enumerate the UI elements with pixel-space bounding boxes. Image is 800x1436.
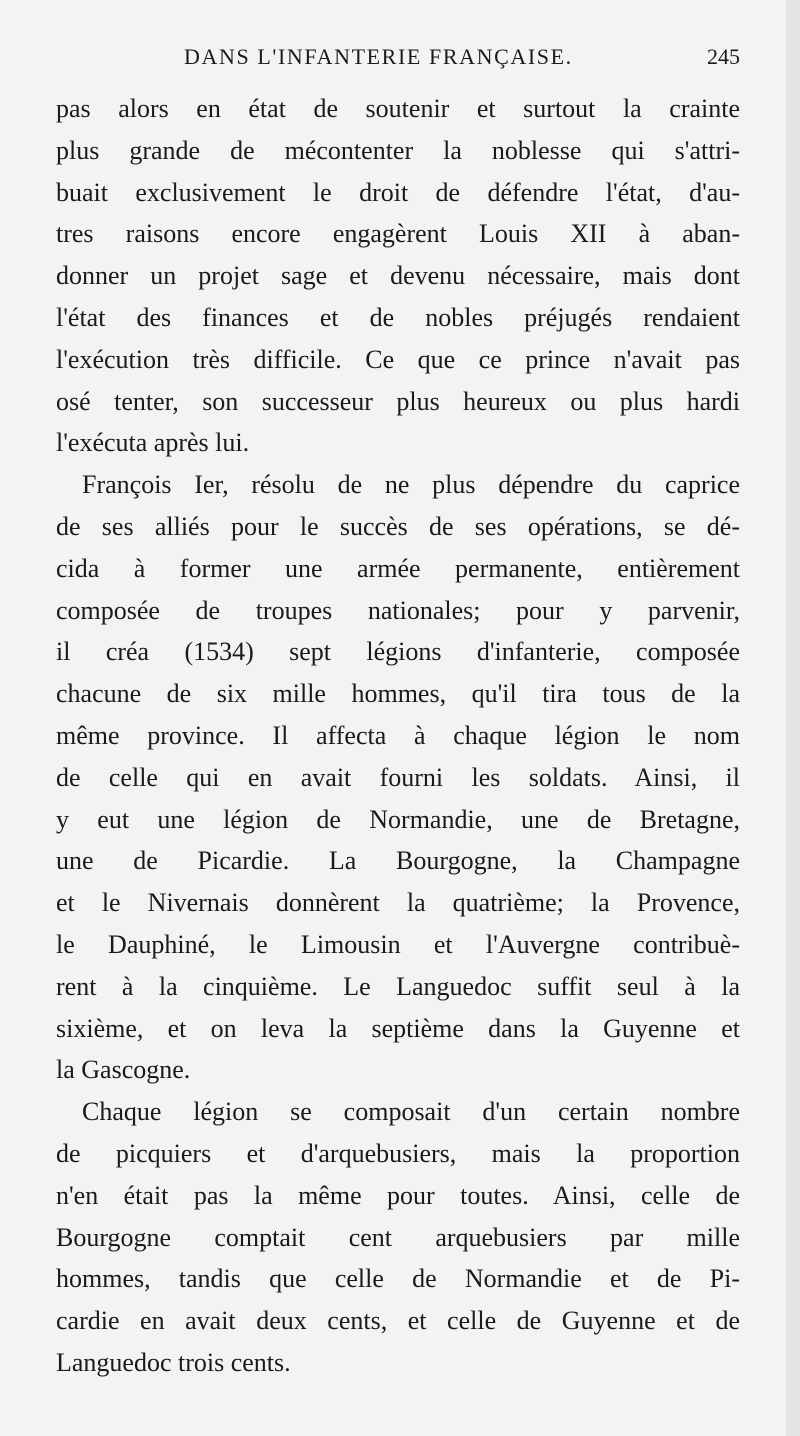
page-edge (786, 0, 800, 1436)
text-line: même province. Il affecta à chaque légion le nom (56, 720, 740, 750)
text-line: buait exclusivement le droit de défendre l'état, d'au- (56, 177, 740, 207)
text-line: composée de troupes nationales; pour y parvenir, (56, 595, 740, 625)
text-line: Chaque légion se composait d'un certain nombre (82, 1097, 740, 1127)
text-line: de ses alliés pour le succès de ses opérations, se dé- (56, 511, 740, 541)
text-line: de picquiers et d'arquebusiers, mais la proportion (56, 1138, 740, 1168)
text-line: plus grande de mécontenter la noblesse qui s'attri- (56, 135, 740, 165)
text-line: il créa (1534) sept légions d'infanterie, composée (56, 637, 740, 667)
text-line: une de Picardie. La Bourgogne, la Champagne (56, 846, 740, 876)
running-head (56, 44, 740, 80)
text-line: l'état des finances et de nobles préjugés rendaient (56, 302, 740, 332)
text-line: et le Nivernais donnèrent la quatrième; la Provence, (56, 888, 740, 918)
text-line: cardie en avait deux cents, et celle de Guyenne et de (56, 1306, 740, 1336)
page-number: 245 (707, 44, 740, 69)
text-line: le Dauphiné, le Limousin et l'Auvergne contribuè- (56, 929, 740, 959)
text-line: rent à la cinquième. Le Languedoc suffit seul à la (56, 971, 740, 1001)
text-line: l'exécuta après lui. (56, 428, 250, 458)
text-line: cida à former une armée permanente, entièrement (56, 553, 740, 583)
body-text (56, 88, 740, 1384)
text-line: la Gascogne. (56, 1055, 191, 1085)
text-line: l'exécution très difficile. Ce que ce prince n'avait pas (56, 344, 740, 374)
text-line: François Ier, résolu de ne plus dépendre du caprice (82, 470, 740, 500)
text-line: hommes, tandis que celle de Normandie et de Pi- (56, 1264, 740, 1294)
text-line: de celle qui en avait fourni les soldats. Ainsi, il (56, 762, 740, 792)
text-line: Bourgogne comptait cent arquebusiers par mille (56, 1222, 740, 1252)
text-line: Languedoc trois cents. (56, 1347, 291, 1377)
text-line: n'en était pas la même pour toutes. Ainsi, celle de (56, 1180, 740, 1210)
text-line: pas alors en état de soutenir et surtout la crainte (56, 94, 740, 123)
text-line: sixième, et on leva la septième dans la Guyenne et (56, 1013, 740, 1043)
text-line: y eut une légion de Normandie, une de Bretagne, (56, 804, 740, 834)
running-title: DANS L'INFANTERIE FRANÇAISE. (184, 44, 573, 69)
text-line: chacune de six mille hommes, qu'il tira tous de la (56, 679, 740, 709)
text-line: osé tenter, son successeur plus heureux ou plus hardi (56, 386, 740, 416)
text-line: donner un projet sage et devenu nécessaire, mais dont (56, 261, 740, 291)
text-line: tres raisons encore engagèrent Louis XII à aban- (56, 219, 740, 249)
